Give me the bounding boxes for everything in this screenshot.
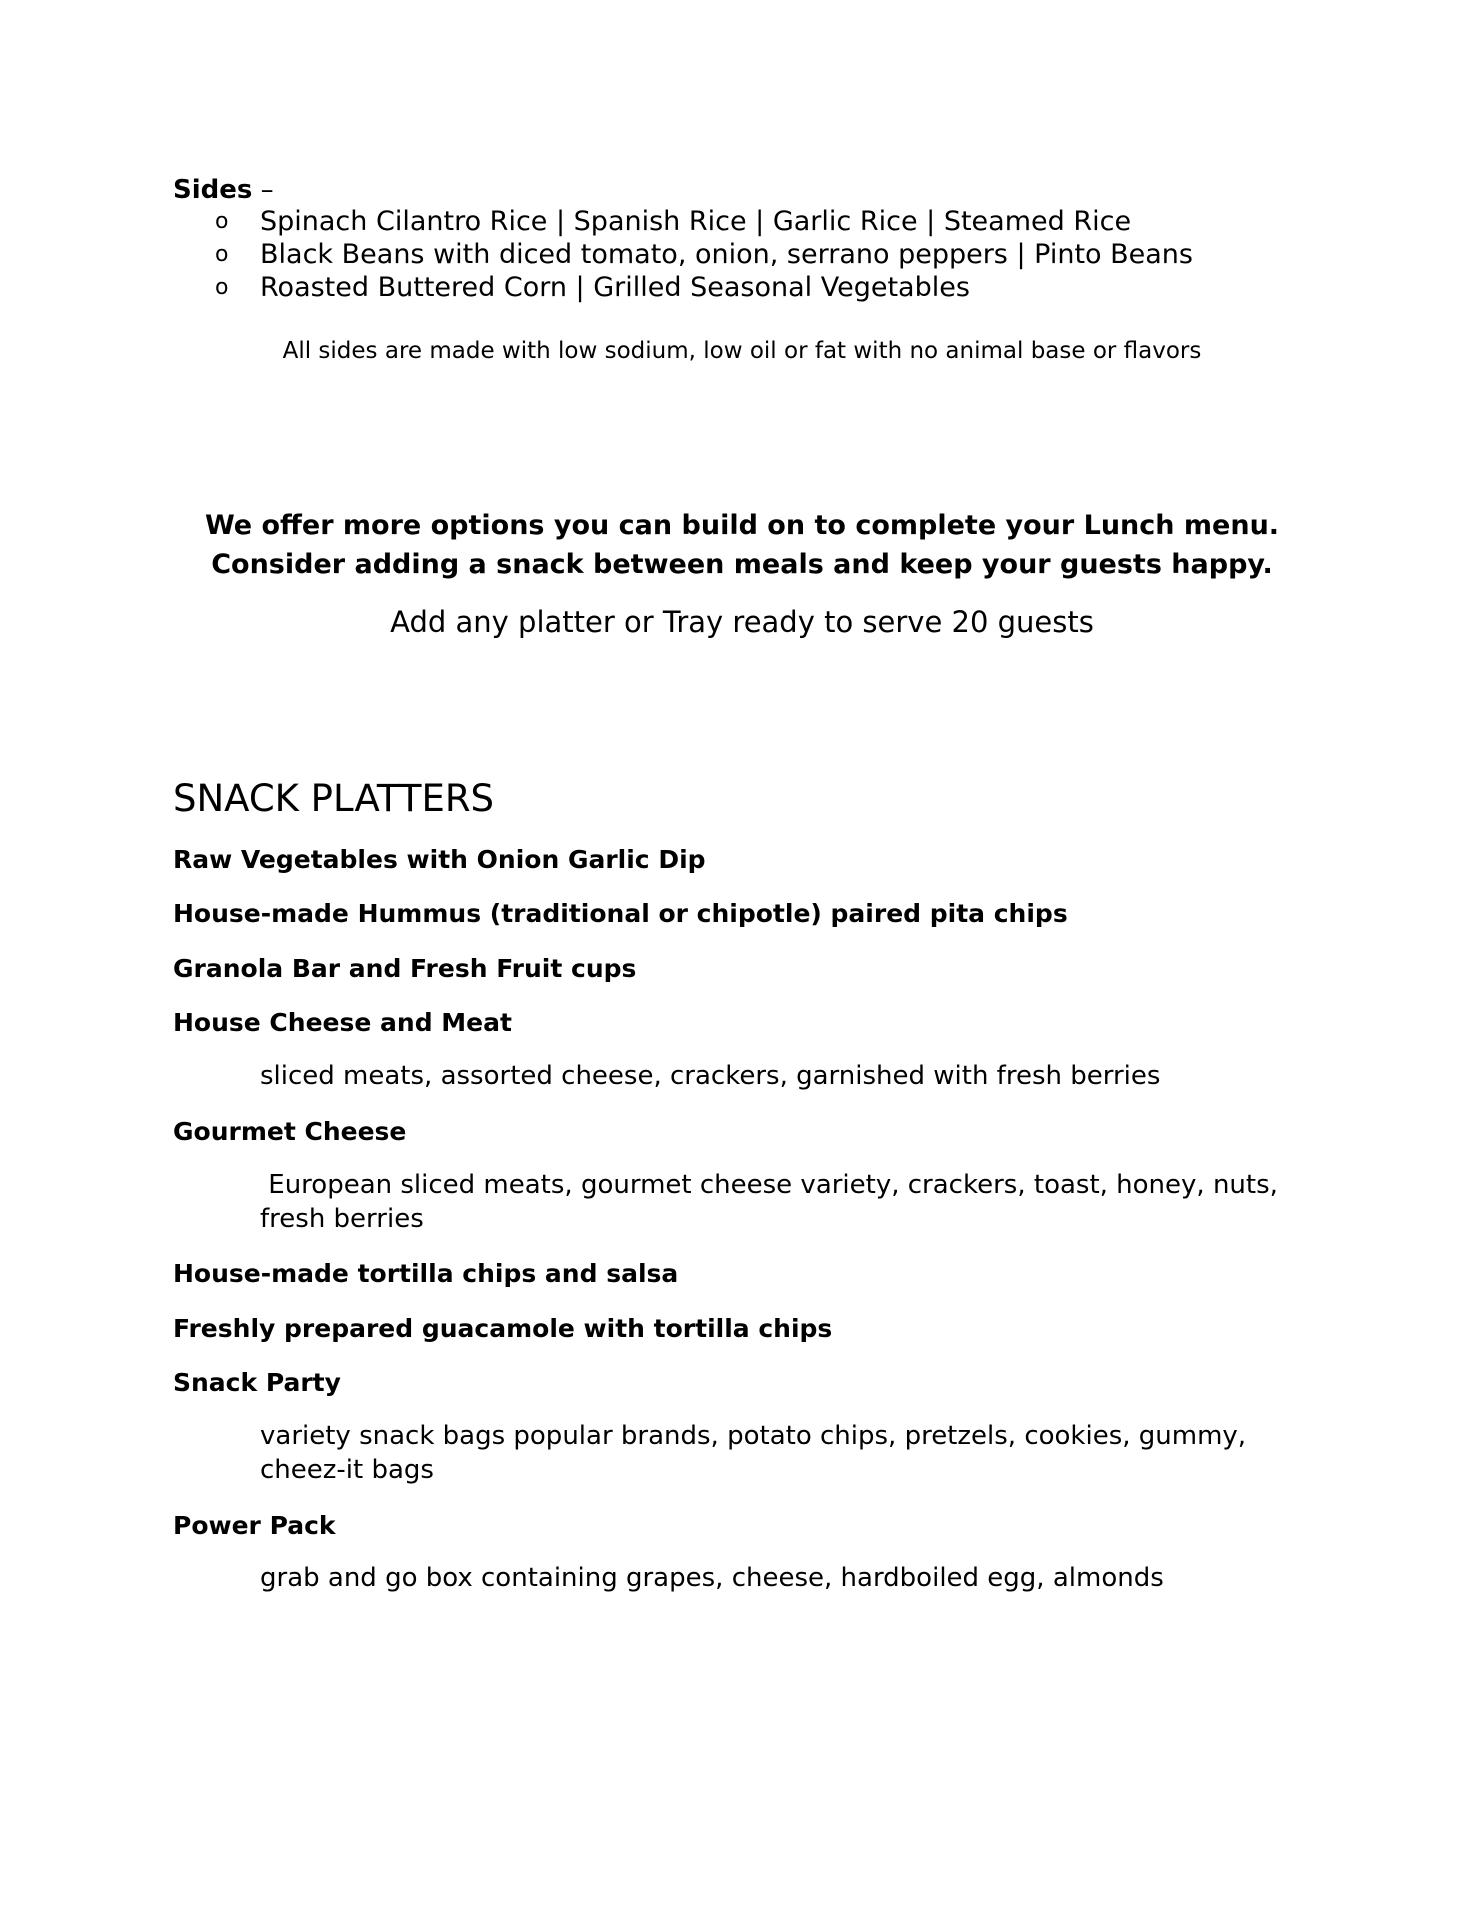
snack-item-name: Snack Party: [173, 1368, 341, 1397]
snack-item-description: variety snack bags popular brands, potato chips, pretzels, cookies, gummy, cheez-it bags: [260, 1421, 1247, 1485]
bullet-icon: o: [215, 275, 229, 300]
sides-list-item: [215, 271, 1193, 304]
sides-list: [215, 205, 1193, 304]
sides-note: All sides are made with low sodium, low oil or fat with no animal base or flavors: [282, 338, 1202, 364]
snack-item-description: sliced meats, assorted cheese, crackers, garnished with fresh berries: [260, 1061, 1161, 1091]
sides-heading-dash: –: [252, 175, 274, 205]
snack-item-name: Raw Vegetables with Onion Garlic Dip: [173, 845, 706, 874]
bullet-icon: o: [215, 209, 229, 234]
sides-item-text: Black Beans with diced tomato, onion, serrano peppers | Pinto Beans: [260, 239, 1193, 270]
snack-item-name: Gourmet Cheese: [173, 1117, 407, 1146]
sides-list-item: [215, 205, 1193, 238]
sides-heading: [173, 175, 274, 205]
promo-subtext: Add any platter or Tray ready to serve 20 guests: [390, 605, 1094, 639]
snack-item-description: European sliced meats, gourmet cheese variety, crackers, toast, honey, nuts, fresh berries: [260, 1170, 1287, 1234]
sides-item-text: Roasted Buttered Corn | Grilled Seasonal Vegetables: [260, 272, 970, 303]
sides-list-item: [215, 238, 1193, 271]
snack-item-name: Freshly prepared guacamole with tortilla chips: [173, 1314, 833, 1343]
snack-platters-title: SNACK PLATTERS: [173, 777, 495, 820]
bullet-icon: o: [215, 242, 229, 267]
snack-item-name: House-made tortilla chips and salsa: [173, 1259, 679, 1288]
snack-item-name: House-made Hummus (traditional or chipotle) paired pita chips: [173, 899, 1068, 928]
snack-item-description: grab and go box containing grapes, cheese, hardboiled egg, almonds: [260, 1563, 1164, 1593]
promo-text: We offer more options you can build on to complete your Lunch menu. Consider adding a snack between meals and keep your guests happy.: [204, 510, 1280, 580]
snack-item-name: House Cheese and Meat: [173, 1008, 512, 1037]
sides-item-text: Spinach Cilantro Rice | Spanish Rice | Garlic Rice | Steamed Rice: [260, 206, 1132, 237]
snack-item-name: Granola Bar and Fresh Fruit cups: [173, 954, 637, 983]
sides-heading-label: Sides: [173, 175, 253, 205]
snack-item-name: Power Pack: [173, 1511, 336, 1540]
